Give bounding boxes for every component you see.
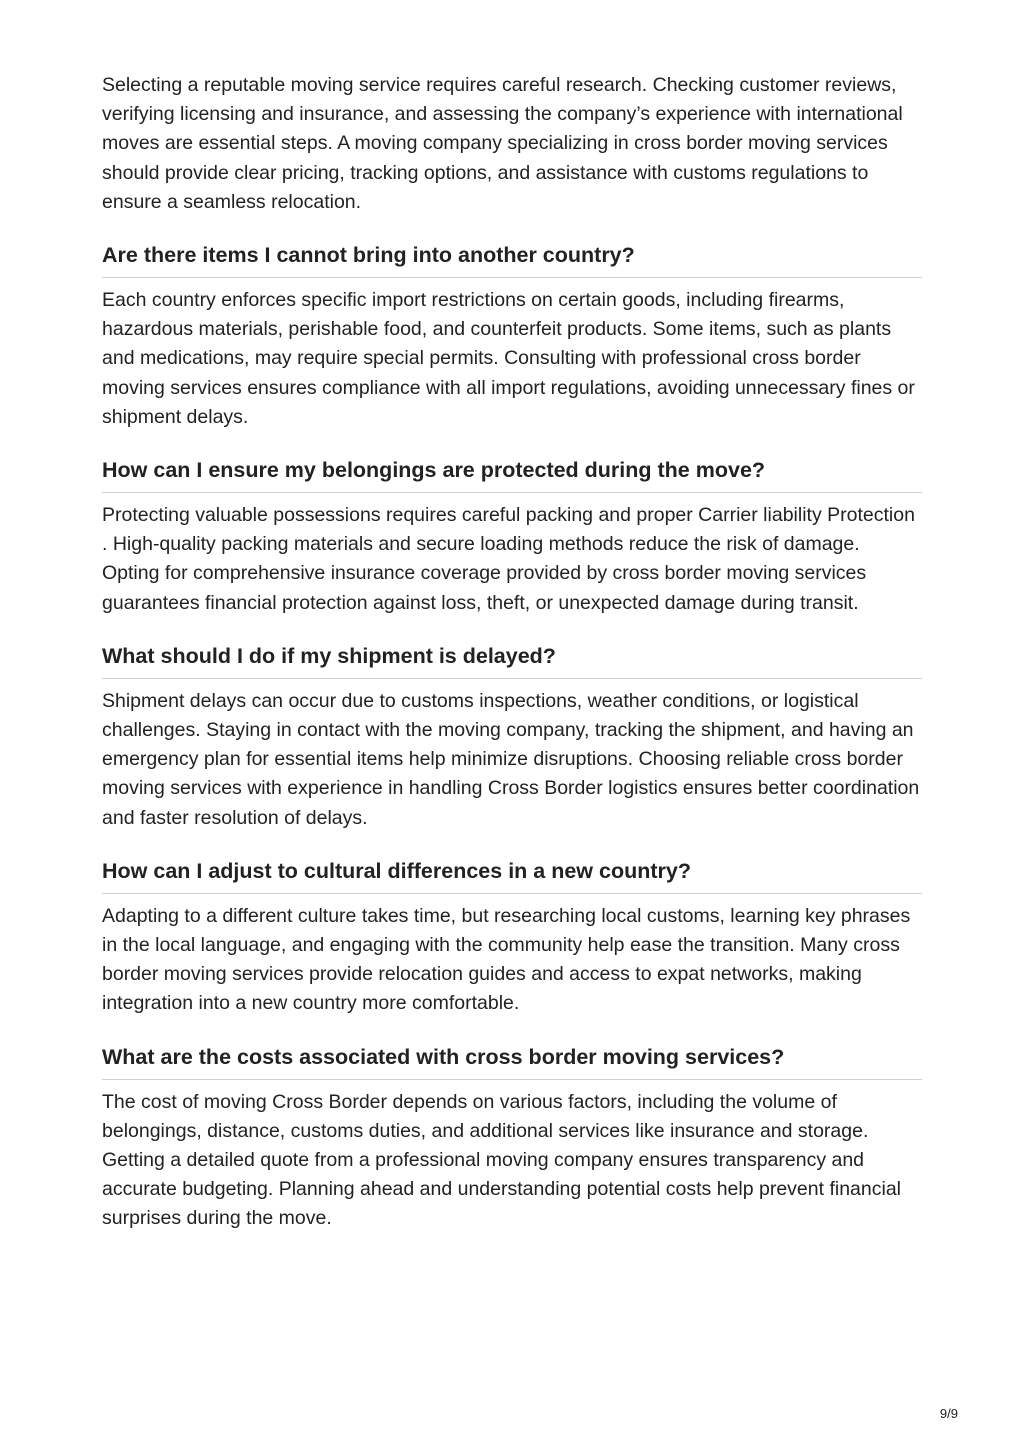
- section-paragraph: The cost of moving Cross Border depends on various factors, including the volume of belongings, distance, customs duties, and additional services like insurance and storage. Getting a detailed quote from a professional moving company ensures transparency and accurate budgeting. Planning ahead and understanding potential costs help prevent financial surprises during the move.: [102, 1090, 901, 1230]
- faq-section-items-restrictions: [102, 241, 922, 432]
- section-paragraph: Each country enforces specific import restrictions on certain goods, including firearms, hazardous materials, perishable food, and counterfeit products. Some items, such as plants and medications, may require special permits. Consulting with professional cross border moving services ensures compliance with all import regulations, avoiding unnecessary fines or shipment delays.: [102, 289, 915, 428]
- page-number: 9/9: [939, 1406, 958, 1421]
- document-content: [102, 71, 922, 1234]
- section-heading: What should I do if my shipment is delayed?: [102, 642, 922, 679]
- section-heading: How can I adjust to cultural differences in a new country?: [102, 857, 922, 894]
- section-heading: What are the costs associated with cross border moving services?: [102, 1043, 922, 1080]
- faq-section-shipment-delay: [102, 642, 922, 833]
- faq-section-belongings-protection: [102, 456, 922, 618]
- intro-paragraph: Selecting a reputable moving service requires careful research. Checking customer reviews, verifying licensing and insurance, and assessing the company’s experience with international moves are essential steps. A moving company specializing in cross border moving services should provide clear pricing, tracking options, and assistance with customs regulations to ensure a seamless relocation.: [102, 74, 903, 213]
- section-heading: How can I ensure my belongings are protected during the move?: [102, 456, 922, 493]
- section-paragraph: Protecting valuable possessions requires careful packing and proper Carrier liability Protection . High-quality packing materials and secure loading methods reduce the risk of damage. Opting for comprehensive insurance coverage provided by cross border moving services guarantees financial protection against loss, theft, or unexpected damage during transit.: [102, 504, 915, 614]
- section-paragraph: Adapting to a different culture takes time, but researching local customs, learning key phrases in the local language, and engaging with the community help ease the transition. Many cross border moving services provide relocation guides and access to expat networks, making integration into a new country more comfortable.: [102, 904, 911, 1015]
- section-paragraph: Shipment delays can occur due to customs inspections, weather conditions, or logistical challenges. Staying in contact with the moving company, tracking the shipment, and having an emergency plan for essential items help minimize disruptions. Choosing reliable cross border moving services with experience in handling Cross Border logistics ensures better coordination and faster resolution of delays.: [102, 689, 920, 829]
- faq-section-costs: [102, 1043, 922, 1234]
- section-heading: Are there items I cannot bring into another country?: [102, 241, 922, 278]
- faq-section-cultural-differences: [102, 857, 922, 1019]
